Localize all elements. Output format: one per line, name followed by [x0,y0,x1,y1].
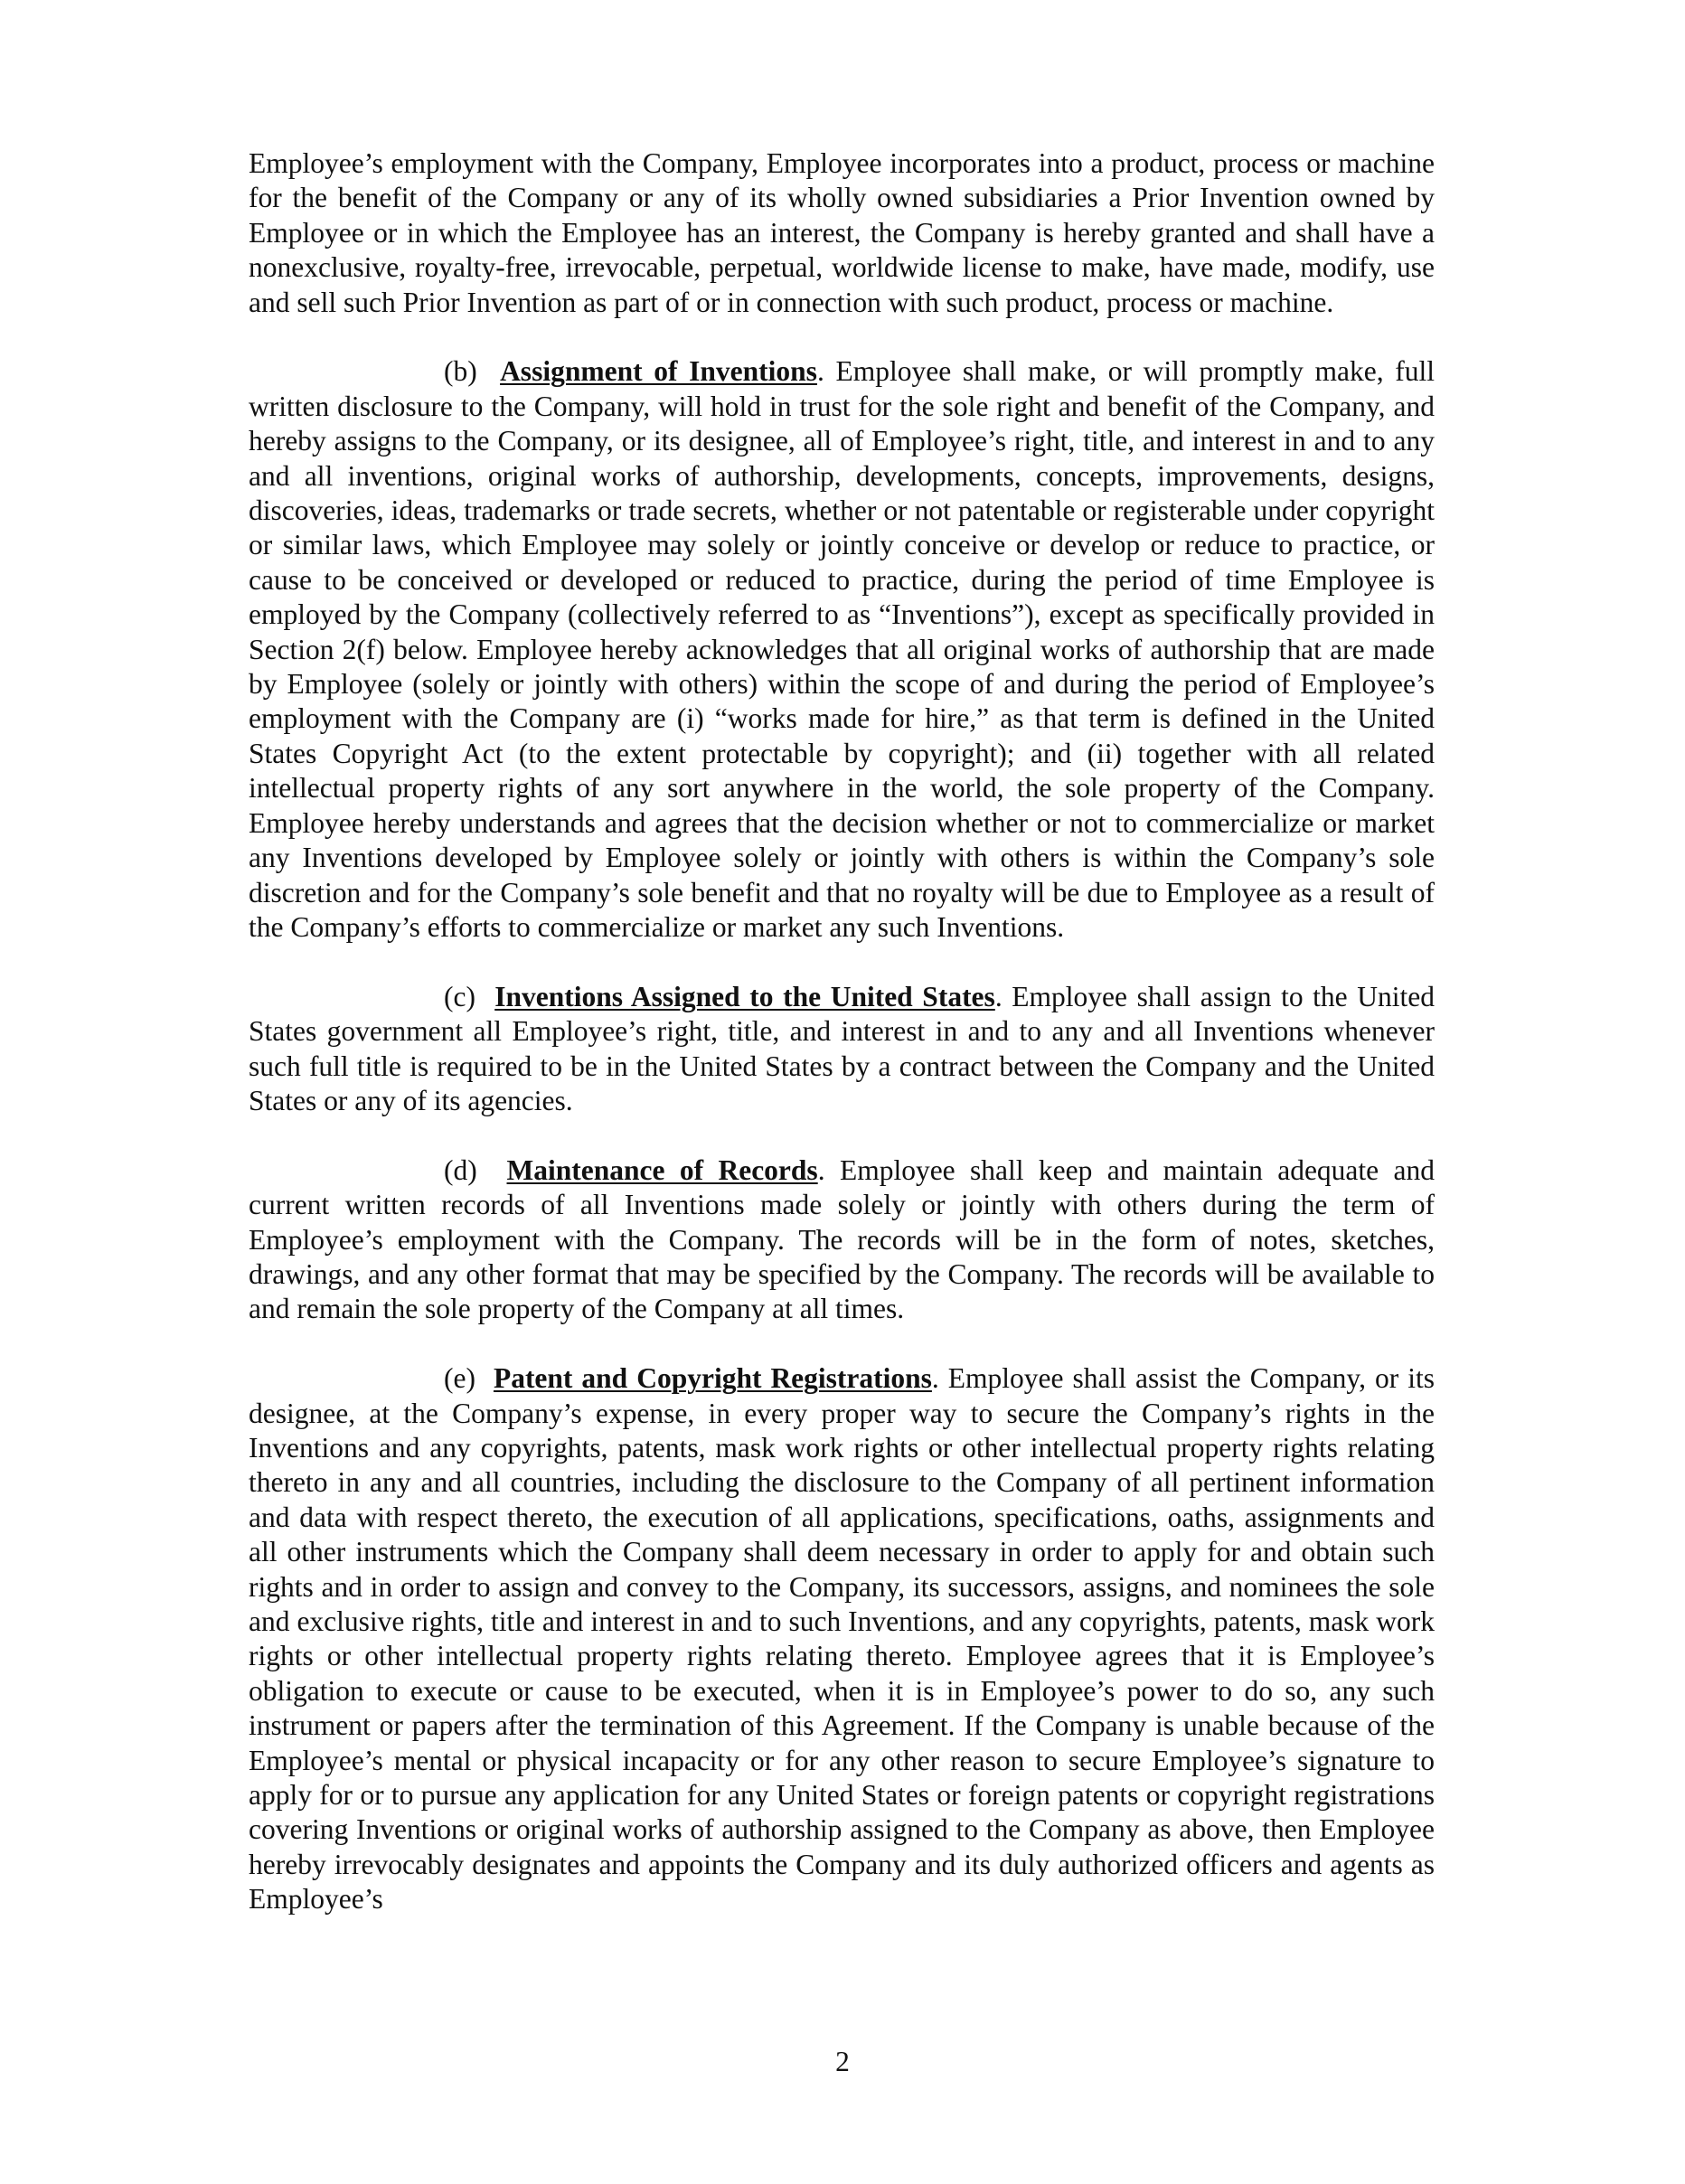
section-e-body: . Employee shall assist the Company, or its designee, at the Company’s expense, in every proper way to secure the Company’s rights in the Inventions and any copyrights, patents, mask work rights or other intellectual property rights relating thereto in any and all countries, including the disclosure to the Company of all pertinent information and data with respect thereto, the execution of all applications, specifications, oaths, assignments and all other instruments which the Company shall deem necessary in order to apply for and obtain such rights and in order to assign and convey to the Company, its successors, assigns, and nominees the sole and exclusive rights, title and interest in and to such Inventions, and any copyrights, patents, mask work rights or other intellectual property rights relating thereto. Employee agrees that it is Employee’s obligation to execute or cause to be executed, when it is in Employee’s power to do so, any such instrument or papers after the termination of this Agreement. If the Company is unable because of the Employee’s mental or physical incapacity or for any other reason to secure Employee’s signature to apply for or to pursue any application for any United States or foreign patents or copyright registrations covering Inventions or original works of authorship assigned to the Company as above, then Employee hereby irrevocably designates and appoints the Company and its duly authorized officers and agents as Employee’s [249,1362,1435,1916]
section-d-label: (d) [444,1153,477,1186]
section-d-body: . Employee shall keep and maintain adequate and current written records of all Inventions made solely or jointly with others during the term of Employee’s employment with the Company. The records will be in the form of notes, sketches, drawings, and any other format that may be specified by the Company. The records will be available to and remain the sole property of the Company at all times. [249,1153,1436,1325]
section-c-body: . Employee shall assign to the United States government all Employee’s right, title, and interest in and to any and all Inventions whenever such full title is required to be in the United States by a contract between the Company and the United States or any of its agencies. [249,980,1436,1116]
section-c-label: (c) [444,980,475,1012]
section-b-label: (b) [444,355,477,388]
section-b-heading: Assignment of Inventions [500,355,817,388]
section-c-heading: Inventions Assigned to the United States [494,980,995,1012]
section-e-paragraph [249,1361,1435,1917]
section-c-paragraph [249,980,1435,1119]
section-e-label: (e) [444,1362,475,1395]
section-b-body: . Employee shall make, or will promptly make, full written disclosure to the Company, will hold in trust for the sole right and benefit of the Company, and hereby assigns to the Company, or its designee, all of Employee’s right, title, and interest in and to any and all inventions, original works of authorship, developments, concepts, improvements, designs, discoveries, ideas, trademarks or trade secrets, whether or not patentable or registerable under copyright or similar laws, which Employee may solely or jointly conceive or develop or reduce to practice, or cause to be conceived or developed or reduced to practice, during the period of time Employee is employed by the Company (collectively referred to as “Inventions”), except as specifically provided in Section 2(f) below. Employee hereby acknowledges that all original works of authorship that are made by Employee (solely or jointly with others) within the scope of and during the period of Employee’s employment with the Company are (i) “works made for hire,” as that term is defined in the United States Copyright Act (to the extent protectable by copyright); and (ii) together with all related intellectual property rights of any sort anywhere in the world, the sole property of the Company. Employee hereby understands and agrees that the decision whether or not to commercialize or market any Inventions developed by Employee solely or jointly with others is within the Company’s sole discretion and for the Company’s sole benefit and that no royalty will be due to Employee as a result of the Company’s efforts to commercialize or market any such Inventions. [249,355,1435,943]
page-number: 2 [835,2046,850,2077]
document-body [249,146,1435,1952]
section-e-heading: Patent and Copyright Registrations [493,1362,932,1395]
section-d-heading: Maintenance of Records [506,1153,818,1186]
section-b-paragraph [249,354,1435,945]
continuation-paragraph: Employee’s employment with the Company, Employee incorporates into a product, process or machine for the benefit of the Company or any of its wholly owned subsidiaries a Prior Invention owned by Employee or in which the Employee has an interest, the Company is hereby granted and shall have a nonexclusive, royalty-free, irrevocable, perpetual, worldwide license to make, have made, modify, use and sell such Prior Invention as part of or in connection with such product, process or machine. [249,147,1435,318]
section-d-paragraph [249,1153,1435,1327]
